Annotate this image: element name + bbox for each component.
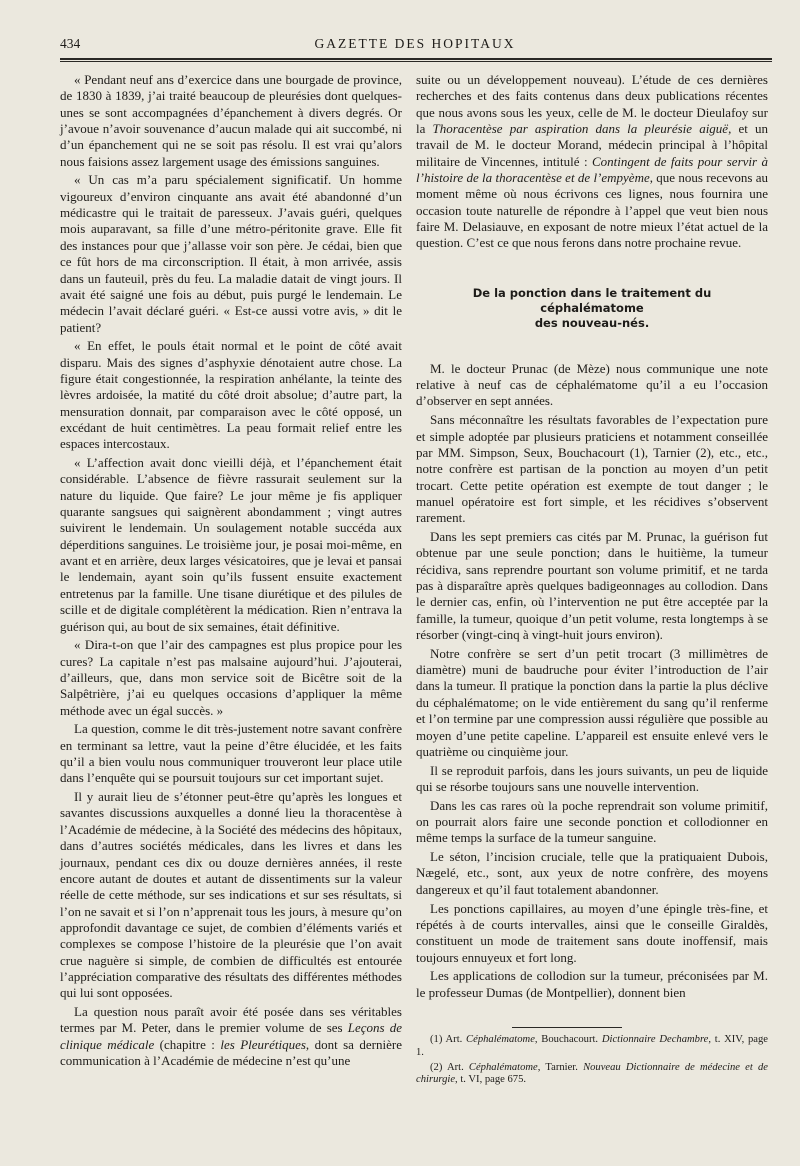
chapter-title: les Pleurétiques (220, 1036, 306, 1052)
paragraph: « L’affection avait donc vieilli déjà, et l’épanchement était considérable. L’absence de fièvre rassurait seulement sur la nature du liquide. Que faire? Le jour même je fis appliquer quarante sangsues qui saignèrent abondamment ; vingt autres suivirent le lendemain. Un soulagement notable succéda aux déperditions sanguines. Le troisième jour, je posai moi-même, en avant et en arrière, deux larges vésicatoires, que je levai et pansai le lendemain, ayant soin qu’ils fussent ensuite exactement entretenus par la famille. Une tisane diurétique et des pilules de scille et de digitale complétèrent la médication. Rien n’entrava la guérison qui, au bout de six semaines, était définitive. (60, 455, 402, 634)
footnote (416, 1034, 768, 1059)
paragraph: M. le docteur Prunac (de Mèze) nous communique une note relative à neuf cas de céphalématome qu’il a eu l’occasion d’observer en sept années. (416, 360, 768, 409)
text-run: La question nous paraît avoir été posée dans ses véritables termes par M. Peter, dans le premier volume de ses (60, 1003, 402, 1036)
paragraph: Les applications de collodion sur la tumeur, préconisées par M. le professeur Dumas (de Montpellier), donnent bien (416, 968, 768, 1000)
footnote (416, 1062, 768, 1087)
text-run: , dont sa dernière communication à l’Académie de médecine n’est qu’une (60, 1036, 402, 1069)
paragraph: Sans méconnaître les résultats favorables de l’expectation pure et simple adoptée par plusieurs praticiens et notamment conseillée par MM. Simpson, Seux, Bouchacourt (1), Tarnier (2), etc., etc., notre confrère est partisan de la ponction au moyen d’un petit trocart. Cette petite opération est exempte de tout danger ; le manuel opératoire est fort simple, et les récidives s’observent rarement. (416, 412, 768, 526)
paragraph: « En effet, le pouls était normal et le point de côté avait disparu. Mais des signes d’asphyxie dénotaient autre chose. La figure était congestionnée, la respiration anhélante, la teinte des lèvres ardoisée, la matité du côté droit absolue; d’autre part, la mensuration donnait, par comparaison avec le côté opposé, un excédant de huit centimètres. La peau formait relief entre les espaces intercostaux. (60, 338, 402, 452)
paragraph: « Un cas m’a paru spécialement significatif. Un homme vigoureux d’environ cinquante ans avait été abandonné d’un médicastre qui le traitait de paresseux. J’avais guéri, quelques mois auparavant, sa fille d’une métro-péritonite grave. Elle fit des instances pour que j’allasse voir son père. Je cédai, bien que ce fût hors de ma circonscription. Il était, à mon arrivée, assis dans un fauteuil, près du feu. La maladie datait de vingt jours. Il avait été saigné une fois au début, puis purgé le lendemain. Le médecin l’avait déclaré guéri. « Est-ce aussi votre avis, » dit le patient? (60, 172, 402, 335)
article-title: Céphalématome (468, 1061, 538, 1073)
paragraph: Dans les sept premiers cas cités par M. Prunac, la guérison fut obtenue par une seule ponction; dans le huitième, la tumeur récidiva, sans reprendre pourtant son volume primitif, et ne tarda pas à disparaître après quelques badigeonnages au collodion. Dans le dernier cas, enfin, où l’intervention ne put être acceptée par la famille, la tumeur, quoique d’un petit volume, resta longtemps à se résorber (vingt-cinq à vingt-huit jours environ). (416, 529, 768, 643)
text-run: (2) Art. (430, 1061, 469, 1073)
section-heading (426, 286, 758, 331)
paragraph: La question, comme le dit très-justement notre savant confrère en terminant sa lettre, vaut la peine d’être élucidée, et les faits qu’il a bien voulu nous communiquer trouveront leur place utile dans l’enquête qui se poursuit toujours sur cet important sujet. (60, 721, 402, 786)
text-run: , et un travail de M. le docteur Morand, médecin principal à l’hôpital militaire de Vincennes, intitulé : (416, 121, 768, 169)
paragraph: Il se reproduit parfois, dans les jours suivants, un peu de liquide qui se résorbe toujours sans une nouvelle intervention. (416, 762, 768, 794)
text-run: , t. VI, page 675. (455, 1074, 527, 1086)
text-run: , que nous recevons au moment même où nous écrivons ces lignes, nous fournira une occasion toute naturelle de répondre à l’appel que veut bien nous faire M. Delasiauve, en exposant de notre mieux l’état actuel de la question. C’est ce que nous ferons dans notre prochaine revue. (416, 170, 768, 251)
running-title: GAZETTE DES HOPITAUX (314, 36, 516, 51)
paragraph: « Pendant neuf ans d’exercice dans une bourgade de province, de 1830 à 1839, j’ai traité beaucoup de pleurésies dont quelques-unes se sont accompagnées d’épanchement à divers degrés. Or j’avoue n’avoir souvenance d’aucun malade qui ait succombé, ni d’un épanchement qui ne se soit pas résolu. Il est vrai qu’alors nous faisions assez largement usage des émissions sanguines. (60, 72, 402, 169)
header-rule (60, 58, 772, 62)
work-title: Contingent de faits pour servir à l’histoire de la thoracentèse et de l’empyème (416, 153, 768, 186)
text-run: , Tarnier. (537, 1061, 584, 1073)
paragraph: Dans les cas rares où la poche reprendrait son volume primitif, on pourrait alors faire une seconde ponction et collodionner en même temps la surface de la tumeur sanguine. (416, 797, 768, 846)
text-run: (1) Art. (430, 1033, 467, 1045)
text-run: suite ou un développement nouveau). L’étude de ces dernières recherches et des faits contenus dans deux publications récentes que nous avons sous les yeux, celle de M. le docteur Dieulafoy sur la (416, 72, 768, 137)
paragraph: Les ponctions capillaires, au moyen d’une épingle très-fine, et répétés à de courts intervalles, ainsi que le conseille Giraldès, constituent un mode de traitement sans doute inoffensif, mais toujours ennuyeux et fort long. (416, 900, 768, 965)
page-number: 434 (60, 36, 81, 51)
book-title: Leçons de clinique médicale (60, 1020, 402, 1052)
paragraph: Notre confrère se sert d’un petit trocart (3 millimètres de diamètre) muni de baudruche pour éviter l’introduction de l’air dans la tumeur. Il pratique la ponction dans la partie la plus déclive du céphalématome; on le vide entièrement du sang qu’il renferme et l’on termine par une compression aussi régulière que possible au moyen d’une petite capeline. L’appareil est ensuite enlevé vers le quatrième ou cinquième jour. (416, 645, 768, 759)
text-run: , t. XIV, page 1. (416, 1033, 768, 1058)
paragraph (416, 72, 768, 252)
footnote-rule (512, 1027, 622, 1028)
section-heading-line: De la ponction dans le traitement du céphalématome (472, 285, 712, 315)
page-header (60, 36, 770, 58)
source-title: Dictionnaire Dechambre (601, 1033, 709, 1045)
work-title: Thoracentèse par aspiration dans la pleurésie aiguë (432, 121, 729, 137)
left-column (60, 72, 402, 1072)
text-run: (chapitre : (154, 1036, 221, 1052)
right-column (416, 72, 768, 1089)
paragraph (60, 1004, 402, 1069)
article-title: Céphalématome (466, 1033, 535, 1045)
section-heading-line: des nouveau-nés. (534, 315, 650, 330)
text-run: , Bouchacourt. (534, 1033, 602, 1045)
source-title: Nouveau Dictionnaire de médecine et de chirurgie (416, 1061, 768, 1086)
paragraph: « Dira-t-on que l’air des campagnes est plus propice pour les cures? La capitale n’est pas malsaine aujourd’hui. J’ajouterai, d’ailleurs, que, dans mon service soit de Bicêtre soit de la Salpêtrière, j’ai eu quelques occasions d’appliquer la même méthode avec un égal succès. » (60, 637, 402, 718)
paragraph: Il y aurait lieu de s’étonner peut-être qu’après les longues et savantes discussions auxquelles a donné lieu la thoracentèse à l’Académie de médecine, à la Société des médecins des hôpitaux, dans d’autres sociétés médicales, dans les livres et dans les journaux, pendant ces dix ou douze dernières années, il reste encore autant de doutes et autant de dissentiments sur la valeur réelle de cette méthode, sur ses indications et sur ses résultats, si l’on ne savait et si l’on n’apprenait tous les jours, à mesure qu’on approfondit davantage ce sujet, de combien d’éléments variés et complexes se compose l’histoire de la pleurésie que l’on avait crue naguère si simple, de combien de difficultés est entourée l’appréciation comparative des résultats des différentes méthodes qui lui sont opposées. (60, 789, 402, 1001)
paragraph: Le séton, l’incision cruciale, telle que la pratiquaient Dubois, Nægelé, etc., sont, aux yeux de notre confrère, des moyens dangereux et qu’il faut totalement abandonner. (416, 849, 768, 897)
